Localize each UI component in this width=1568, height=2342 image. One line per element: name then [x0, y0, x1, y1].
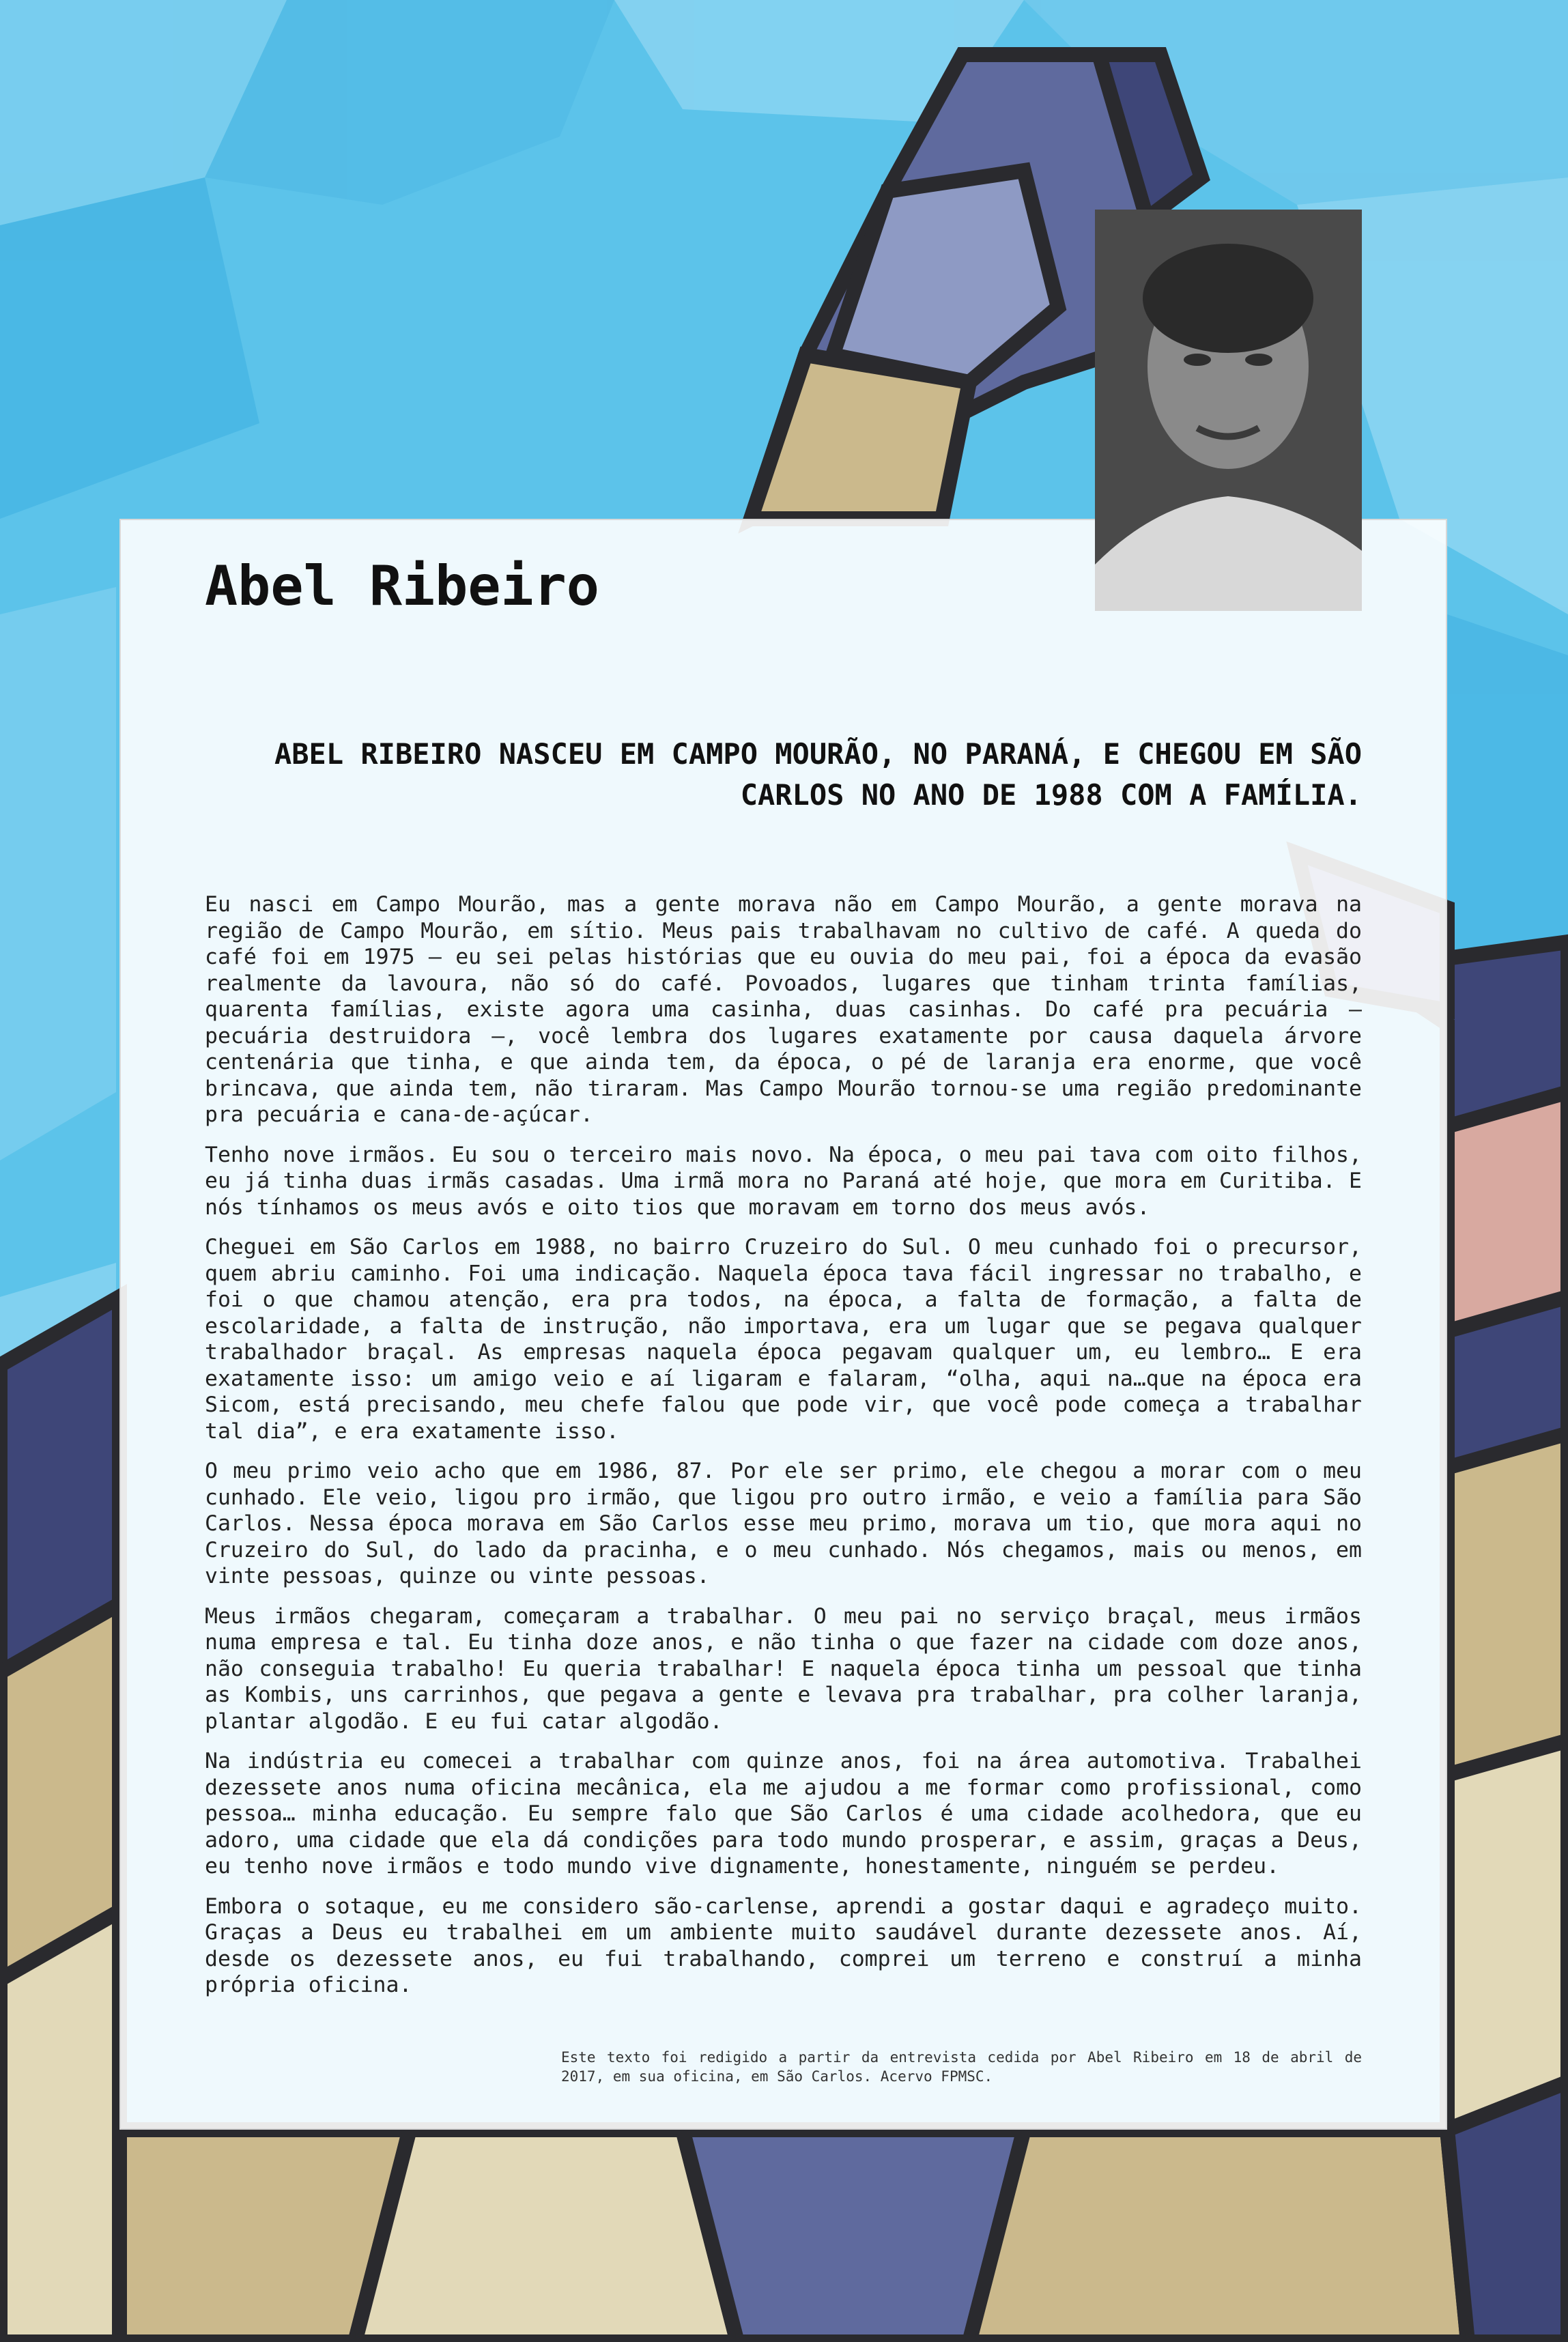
paragraph: Cheguei em São Carlos em 1988, no bairro Cruzeiro do Sul. O meu cunhado foi o precursor, quem abriu caminho. Foi uma indicação. Naquela época tava fácil ingressar no trabalho, e foi o que chamou atenção, era pra todos, na época, a falta de formação, a falta de escolaridade, a falta de instrução, não importava, era um lugar que se pegava qualquer trabalhador braçal. As empresas naquela época pegavam qualquer um, eu lembro… E era exatamente isso: um amigo veio e aí ligaram e falaram, “olha, aqui na…que na época era Sicom, está precisando, meu chefe falou que pode vir, que você pode começa a trabalhar tal dia”, e era exatamente isso.	[205, 1235, 1362, 1444]
source-footnote: Este texto foi redigido a partir da entrevista cedida por Abel Ribeiro em 18 de abril de 2017, em sua oficina, em São Carlos. Acervo FPMSC.	[561, 2049, 1362, 2085]
paragraph: Meus irmãos chegaram, começaram a trabalhar. O meu pai no serviço braçal, meus irmãos numa empresa e tal. Eu tinha doze anos, e não tinha o que fazer na cidade com doze anos, não conseguia trabalho! Eu queria trabalhar! E naquela época tinha um pessoal que tinha as Kombis, uns carrinhos, que pegava a gente e levava pra trabalhar, pra colher laranja, plantar algodão. E eu fui catar algodão.	[205, 1603, 1362, 1734]
body-text	[205, 891, 1362, 2012]
paragraph: Embora o sotaque, eu me considero são-carlense, aprendi a gostar daqui e agradeço muito. Graças a Deus eu trabalhei em um ambiente muito saudável durante dezessete anos. Aí, desde os dezessete anos, eu fui trabalhando, comprei um terreno e construí a minha própria oficina.	[205, 1894, 1362, 1997]
paragraph: Na indústria eu comecei a trabalhar com quinze anos, foi na área automotiva. Trabalhei dezessete anos numa oficina mecânica, ela me ajudou a me formar como profissional, como pessoa… minha educação. Eu sempre falo que São Carlos é uma cidade acolhedora, que eu adoro, uma cidade que ela dá condições para todo mundo prosperar, e assim, graças a Deus, eu tenho nove irmãos e todo mundo vive dignamente, honestamente, ninguém se perdeu.	[205, 1749, 1362, 1879]
paragraph: Eu nasci em Campo Mourão, mas a gente morava não em Campo Mourão, a gente morava na região de Campo Mourão, em sítio. Meus pais trabalhavam no cultivo de café. A queda do café foi em 1975 – eu sei pelas histórias que eu ouvia do meu pai, foi a época da evasão realmente da lavoura, não só do café. Povoados, lugares que tinham trinta famílias, quarenta famílias, existe agora uma casinha, duas casinhas. Do café pra pecuária – pecuária destruidora –, você lembra dos lugares exatamente por causa daquela árvore centenária que tinha, e que ainda tem, da época, o pé de laranja era enorme, que você brincava, que ainda tem, não tiraram. Mas Campo Mourão tornou-se uma região predominante pra pecuária e cana-de-açúcar.	[205, 892, 1362, 1127]
portrait-photo	[1095, 210, 1362, 611]
page-subtitle: ABEL RIBEIRO NASCEU EM CAMPO MOURÃO, NO PARANÁ, E CHEGOU EM SÃO CARLOS NO ANO DE 1988 COM A FAMÍLIA.	[274, 737, 1362, 812]
paragraph: O meu primo veio acho que em 1986, 87. Por ele ser primo, ele chegou a morar com o meu cunhado. Ele veio, ligou pro irmão, que ligou pro outro irmão, e veio a família para São Carlos. Nessa época morava em São Carlos esse meu primo, morava um tio, que mora aqui no Cruzeiro do Sul, do lado da pracinha, e o meu cunhado. Nós chegamos, mais ou menos, em vinte pessoas, quinze ou vinte pessoas.	[205, 1459, 1362, 1588]
page-title: Abel Ribeiro	[205, 554, 599, 618]
paragraph: Tenho nove irmãos. Eu sou o terceiro mais novo. Na época, o meu pai tava com oito filhos, eu já tinha duas irmãs casadas. Uma irmã mora no Paraná até hoje, que mora em Curitiba. E nós tínhamos os meus avós e oito tios que moravam em torno dos meus avós.	[205, 1142, 1362, 1220]
